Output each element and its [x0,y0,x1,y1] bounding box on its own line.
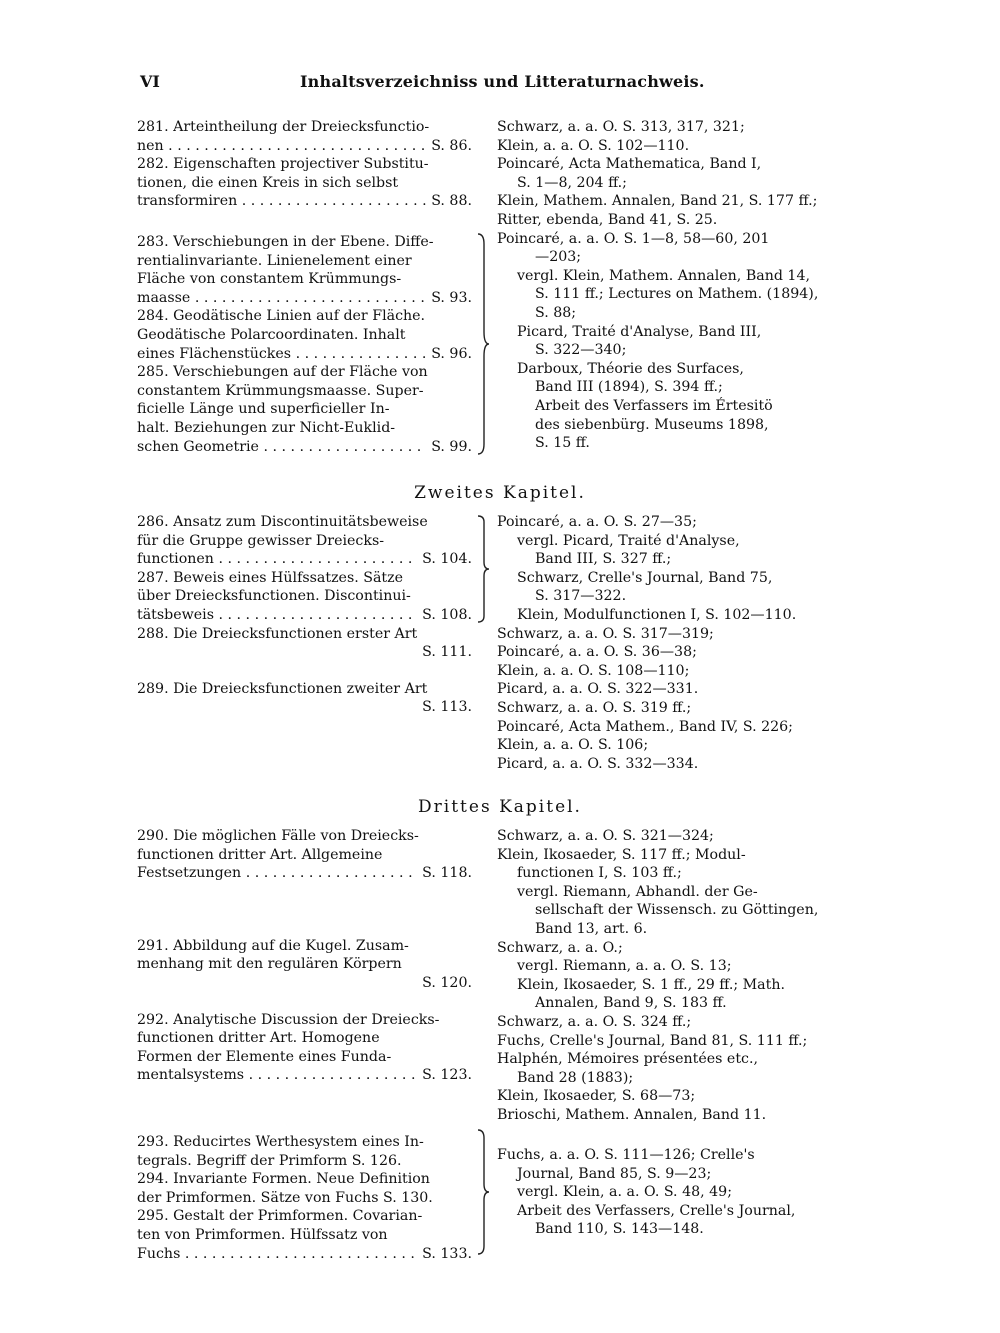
entry-text: 291. Abbildung auf die Kugel. Zusam- [137,937,409,954]
reference-line: Poincaré, a. a. O. S. 27—35; [497,514,697,530]
reference-line: Klein, Mathem. Annalen, Band 21, S. 177 ff.; [497,193,818,210]
entry-line: ten von Primformen. Hülfssatz von [137,1226,388,1243]
entry-line: tionen, die einen Kreis in sich selbst [137,174,399,191]
reference-line: S. 322—340; [535,342,627,359]
reference-line: Poincaré, a. a. O. S. 1—8, 58—60, 201 [497,230,770,247]
reference-line: Schwarz, a. a. O. S. 317—319; [497,625,714,642]
toc-entry-291 [137,937,472,993]
reference-line: Band 28 (1883); [517,1069,634,1086]
reference-line: Picard, a. a. O. S. 322—331. [497,681,699,698]
entry-cont: mentalsystems . . . [137,1066,418,1085]
entry-text: 285. Verschiebungen auf der Fläche von [137,364,428,381]
entry-text: 295. Gestalt der Primformen. Covarian- [137,1208,423,1225]
references-column-1 [497,118,842,453]
reference-line: Schwarz, a. a. O. S. 324 ff.; [497,1013,692,1030]
reference-line: Klein, a. a. O. S. 106; [497,737,649,754]
entry-line: Geodätische Polarcoordinaten. Inhalt [137,326,406,343]
page-header [140,72,870,96]
reference-line: Band 13, art. 6. [535,920,648,937]
toc-entry-293 [137,1133,472,1170]
reference-line: Annalen, Band 9, S. 183 ff. [535,995,727,1012]
reference-line: Klein, Modulfunctionen I, S. 102—110. [517,606,797,623]
entry-line: constantem Krümmungsmaasse. Super- [137,382,424,399]
entry-page: S. 88. [431,193,472,210]
reference-line: Klein, Ikosaeder, S. 68—73; [497,1088,696,1105]
entry-page: S. 133. [422,1245,472,1262]
reference-line: Ritter, ebenda, Band 41, S. 25. [497,211,718,228]
entry-line: für die Gruppe gewisser Dreiecks- [137,532,385,549]
toc-left-column-3 [137,827,472,1263]
entry-cont: maasse . . . [137,289,427,308]
toc-entry-285 [137,363,472,456]
entry-line: ficielle Länge und superficieller In- [137,401,390,418]
toc-entry-289 [137,680,472,717]
entry-cont: nen . . . [137,137,427,156]
entry-text: 288. Die Dreiecksfunctionen erster Art [137,625,418,642]
toc-entry-295 [137,1207,472,1263]
reference-line: Band III, S. 327 ff.; [535,551,672,568]
reference-line: sellschaft der Wissensch. zu Göttingen, [535,902,819,919]
entry-page: S. 108. [422,606,472,623]
chapter-heading-3: Drittes Kapitel. [418,797,582,817]
reference-line: vergl. Picard, Traité d'Analyse, [517,532,740,549]
entry-text: 290. Die möglichen Fälle von Dreiecks- [137,828,419,844]
reference-line: Journal, Band 85, S. 9—23; [517,1165,712,1182]
entry-cont: schen Geometrie . . . [137,438,427,457]
reference-line: Schwarz, a. a. O. S. 319 ff.; [497,699,692,716]
entry-text: 292. Analytische Discussion der Dreiecks- [137,1011,440,1028]
entry-line: functionen dritter Art. Allgemeine [137,846,383,863]
entry-text: 294. Invariante Formen. Neue Definition [137,1171,430,1188]
references-column-3b [497,1146,842,1239]
reference-line: Arbeit des Verfassers im Értesitö [535,397,773,414]
entry-page: S. 120. [422,974,472,991]
references-column-3a [497,827,842,1125]
toc-entry-286 [137,513,472,569]
reference-line: Arbeit des Verfassers, Crelle's Journal, [517,1202,796,1219]
entry-page: S. 86. [431,137,472,154]
entry-text: 293. Reducirtes Werthesystem eines In- [137,1133,424,1150]
entry-cont: Festsetzungen . . . [137,864,418,883]
reference-line: Klein, a. a. O. S. 102—110. [497,137,690,154]
brace-bracket [476,232,490,456]
reference-line: functionen I, S. 103 ff.; [517,865,682,882]
reference-line: Picard, Traité d'Analyse, Band III, [517,323,762,340]
entry-line: halt. Beziehungen zur Nicht-Euklid- [137,419,396,436]
toc-entry-283 [137,233,472,307]
reference-line: vergl. Riemann, a. a. O. S. 13; [517,958,732,975]
reference-line: Schwarz, Crelle's Journal, Band 75, [517,569,773,586]
entry-page: S. 104. [422,551,472,568]
brace-bracket [476,1128,490,1256]
entry-line: der Primformen. Sätze von Fuchs S. 130. [137,1189,433,1206]
reference-line: Fuchs, Crelle's Journal, Band 81, S. 111 ff.; [497,1032,808,1049]
entry-cont: eines Flächenstückes . . . [137,345,427,364]
reference-line: —203; [535,249,582,266]
reference-line: Poincaré, a. a. O. S. 36—38; [497,644,697,661]
reference-line: Halphén, Mémoires présentées etc., [497,1051,758,1068]
reference-line: Klein, Ikosaeder, S. 117 ff.; Modul- [497,846,746,863]
entry-page: S. 123. [422,1067,472,1084]
entry-text: 286. Ansatz zum Discontinuitätsbeweise [137,514,428,530]
chapter-heading-2: Zweites Kapitel. [414,483,586,503]
reference-line: des siebenbürg. Museums 1898, [535,416,769,433]
entry-line: menhang mit den regulären Körpern [137,956,402,973]
reference-line: Darboux, Théorie des Surfaces, [517,360,744,377]
reference-line: Klein, a. a. O. S. 108—110; [497,662,690,679]
entry-page: S. 99. [431,438,472,455]
toc-entry-294 [137,1170,472,1207]
entry-text: 289. Die Dreiecksfunctionen zweiter Art [137,680,428,697]
toc-entry-282 [137,155,472,211]
entry-line: tegrals. Begriff der Primform S. 126. [137,1152,402,1169]
page-number: VI [140,72,160,91]
reference-line: S. 317—322. [535,588,627,605]
entry-cont: transformiren . . . [137,192,427,211]
brace-bracket [476,514,490,624]
toc-entry-290 [137,827,472,883]
reference-line: Picard, a. a. O. S. 332—334. [497,755,699,772]
reference-line: vergl. Klein, Mathem. Annalen, Band 14, [517,267,810,284]
toc-entry-292 [137,1011,472,1085]
entry-page: S. 111. [422,644,472,661]
entry-page: S. 113. [422,699,472,716]
reference-line: Poincaré, Acta Mathem., Band IV, S. 226; [497,718,793,735]
entry-line: rentialinvariante. Linienelement einer [137,252,412,269]
running-title: Inhaltsverzeichniss und Litteraturnachweis. [300,72,705,91]
toc-entry-288 [137,625,472,662]
reference-line: S. 15 ff. [535,435,590,452]
toc-entry-287 [137,569,472,625]
entry-page: S. 118. [422,865,472,882]
entry-cont: functionen . . . [137,550,418,569]
reference-line: Klein, Ikosaeder, S. 1 ff., 29 ff.; Math. [517,976,785,993]
reference-line: S. 111 ff.; Lectures on Mathem. (1894), [535,286,819,303]
entry-page: S. 93. [431,289,472,306]
entry-page: S. 96. [431,345,472,362]
reference-line: Brioschi, Mathem. Annalen, Band 11. [497,1106,767,1123]
reference-line: Schwarz, a. a. O. S. 313, 317, 321; [497,119,745,135]
entry-line: Fläche von constantem Krümmungs- [137,271,402,288]
toc-left-column-1 [137,118,472,456]
reference-line: S. 1—8, 204 ff.; [517,174,627,191]
toc-entry-281 [137,118,472,155]
reference-line: vergl. Riemann, Abhandl. der Ge- [517,883,758,900]
reference-line: Schwarz, a. a. O.; [497,939,623,956]
entry-text: 281. Arteintheilung der Dreiecksfunctio- [137,119,430,135]
reference-line: S. 88; [535,304,577,321]
entry-cont: Fuchs . . . [137,1245,418,1264]
references-column-2 [497,513,842,773]
toc-left-column-2 [137,513,472,717]
entry-cont: tätsbeweis . . . [137,606,418,625]
entry-text: 283. Verschiebungen in der Ebene. Diffe- [137,233,434,250]
entry-line: Formen der Elemente eines Funda- [137,1048,392,1065]
reference-line: Band III (1894), S. 394 ff.; [535,379,723,396]
entry-text: 282. Eigenschaften projectiver Substitu- [137,156,429,173]
entry-text: 284. Geodätische Linien auf der Fläche. [137,308,426,325]
reference-line: Band 110, S. 143—148. [535,1221,704,1238]
entry-line: über Dreiecksfunctionen. Discontinui- [137,588,411,605]
reference-line: vergl. Klein, a. a. O. S. 48, 49; [517,1184,732,1201]
reference-line: Fuchs, a. a. O. S. 111—126; Crelle's [497,1147,755,1163]
reference-line: Schwarz, a. a. O. S. 321—324; [497,828,714,844]
toc-entry-284 [137,307,472,363]
entry-line: functionen dritter Art. Homogene [137,1030,380,1047]
entry-text: 287. Beweis eines Hülfssatzes. Sätze [137,569,403,586]
reference-line: Poincaré, Acta Mathematica, Band I, [497,156,762,173]
